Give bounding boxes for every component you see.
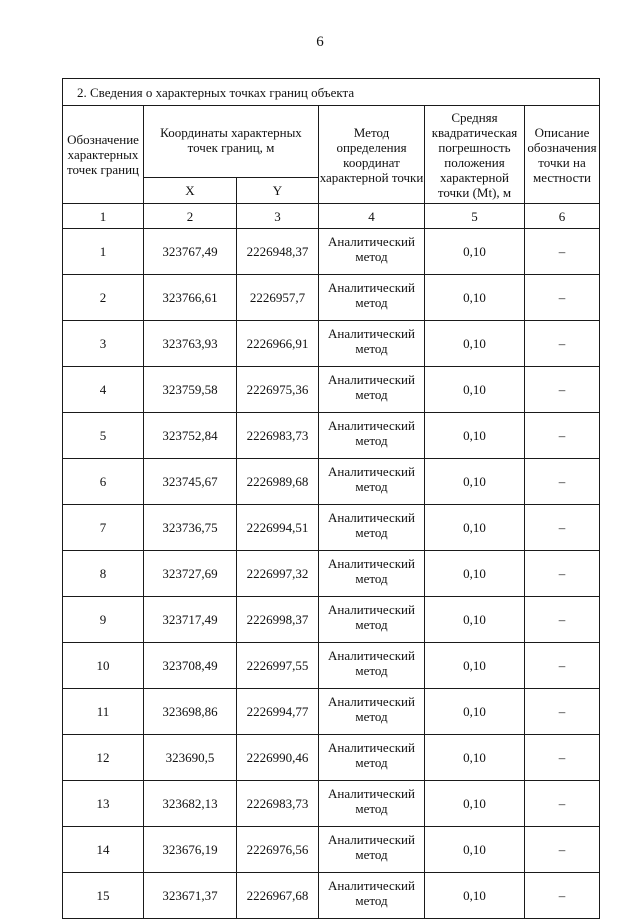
error-cell: 0,10 [425,597,525,643]
error-cell: 0,10 [425,643,525,689]
x-coordinate-cell: 323708,49 [144,643,237,689]
method-cell: Аналитический метод [319,781,425,827]
error-cell: 0,10 [425,735,525,781]
point-cell: 5 [63,413,144,459]
x-coordinate-cell: 323763,93 [144,321,237,367]
column-number-2: 2 [144,204,237,229]
point-cell: 14 [63,827,144,873]
page-number: 6 [316,34,324,50]
error-cell: 0,10 [425,413,525,459]
table-row [63,275,600,321]
x-coordinate-cell: 323727,69 [144,551,237,597]
method-cell: Аналитический метод [319,229,425,275]
section-title: 2. Сведения о характерных точках границ объекта [63,79,600,106]
y-coordinate-cell: 2226990,46 [237,735,319,781]
description-cell: – [525,873,600,919]
method-cell: Аналитический метод [319,827,425,873]
error-cell: 0,10 [425,229,525,275]
error-cell: 0,10 [425,781,525,827]
table-row [63,459,600,505]
table-row [63,505,600,551]
method-cell: Аналитический метод [319,735,425,781]
table-row [63,551,600,597]
error-cell: 0,10 [425,275,525,321]
method-cell: Аналитический метод [319,275,425,321]
x-coordinate-cell: 323752,84 [144,413,237,459]
header-description: Описание обозначения точки на местности [525,106,600,204]
y-coordinate-cell: 2226994,77 [237,689,319,735]
description-cell: – [525,689,600,735]
error-cell: 0,10 [425,873,525,919]
table-row [63,229,600,275]
y-coordinate-cell: 2226989,68 [237,459,319,505]
table-row [63,321,600,367]
column-number-3: 3 [237,204,319,229]
column-number-4: 4 [319,204,425,229]
x-coordinate-cell: 323767,49 [144,229,237,275]
header-error: Средняя квадратическая погрешность положения характерной точки (Mt), м [425,106,525,204]
table-row [63,781,600,827]
header-designation: Обозначение характерных точек границ [63,106,144,204]
point-cell: 2 [63,275,144,321]
table-row [63,873,600,919]
x-coordinate-cell: 323690,5 [144,735,237,781]
y-coordinate-cell: 2226948,37 [237,229,319,275]
error-cell: 0,10 [425,551,525,597]
x-coordinate-cell: 323745,67 [144,459,237,505]
y-coordinate-cell: 2226983,73 [237,413,319,459]
table-row [63,413,600,459]
y-coordinate-cell: 2226967,68 [237,873,319,919]
x-coordinate-cell: 323717,49 [144,597,237,643]
x-coordinate-cell: 323676,19 [144,827,237,873]
method-cell: Аналитический метод [319,597,425,643]
method-cell: Аналитический метод [319,643,425,689]
table-row [63,367,600,413]
description-cell: – [525,827,600,873]
description-cell: – [525,413,600,459]
description-cell: – [525,643,600,689]
method-cell: Аналитический метод [319,689,425,735]
table-row [63,689,600,735]
description-cell: – [525,459,600,505]
x-coordinate-cell: 323736,75 [144,505,237,551]
point-cell: 10 [63,643,144,689]
method-cell: Аналитический метод [319,413,425,459]
y-coordinate-cell: 2226983,73 [237,781,319,827]
error-cell: 0,10 [425,367,525,413]
description-cell: – [525,367,600,413]
x-coordinate-cell: 323671,37 [144,873,237,919]
description-cell: – [525,275,600,321]
description-cell: – [525,735,600,781]
y-coordinate-cell: 2226957,7 [237,275,319,321]
error-cell: 0,10 [425,827,525,873]
method-cell: Аналитический метод [319,459,425,505]
header-y: Y [237,178,319,204]
point-cell: 7 [63,505,144,551]
method-cell: Аналитический метод [319,551,425,597]
description-cell: – [525,505,600,551]
x-coordinate-cell: 323766,61 [144,275,237,321]
error-cell: 0,10 [425,689,525,735]
column-numbers-row [63,204,600,229]
point-cell: 12 [63,735,144,781]
point-cell: 15 [63,873,144,919]
x-coordinate-cell: 323759,58 [144,367,237,413]
header-x: X [144,178,237,204]
column-number-5: 5 [425,204,525,229]
y-coordinate-cell: 2226997,55 [237,643,319,689]
method-cell: Аналитический метод [319,505,425,551]
point-cell: 8 [63,551,144,597]
y-coordinate-cell: 2226975,36 [237,367,319,413]
point-cell: 3 [63,321,144,367]
point-cell: 6 [63,459,144,505]
point-cell: 13 [63,781,144,827]
y-coordinate-cell: 2226994,51 [237,505,319,551]
point-cell: 11 [63,689,144,735]
y-coordinate-cell: 2226997,32 [237,551,319,597]
header-method: Метод определения координат характерной точки [319,106,425,204]
point-cell: 1 [63,229,144,275]
method-cell: Аналитический метод [319,873,425,919]
method-cell: Аналитический метод [319,321,425,367]
error-cell: 0,10 [425,321,525,367]
y-coordinate-cell: 2226998,37 [237,597,319,643]
section-title-row [63,79,600,106]
table-row [63,827,600,873]
column-number-1: 1 [63,204,144,229]
error-cell: 0,10 [425,459,525,505]
description-cell: – [525,781,600,827]
header-coordinates: Координаты характерных точек границ, м [144,106,319,178]
header-row [63,106,600,178]
method-cell: Аналитический метод [319,367,425,413]
table-row [63,735,600,781]
table-row [63,643,600,689]
point-cell: 9 [63,597,144,643]
y-coordinate-cell: 2226966,91 [237,321,319,367]
x-coordinate-cell: 323682,13 [144,781,237,827]
boundary-points-table [62,78,600,919]
y-coordinate-cell: 2226976,56 [237,827,319,873]
description-cell: – [525,597,600,643]
table-row [63,597,600,643]
description-cell: – [525,321,600,367]
description-cell: – [525,229,600,275]
x-coordinate-cell: 323698,86 [144,689,237,735]
error-cell: 0,10 [425,505,525,551]
description-cell: – [525,551,600,597]
point-cell: 4 [63,367,144,413]
column-number-6: 6 [525,204,600,229]
